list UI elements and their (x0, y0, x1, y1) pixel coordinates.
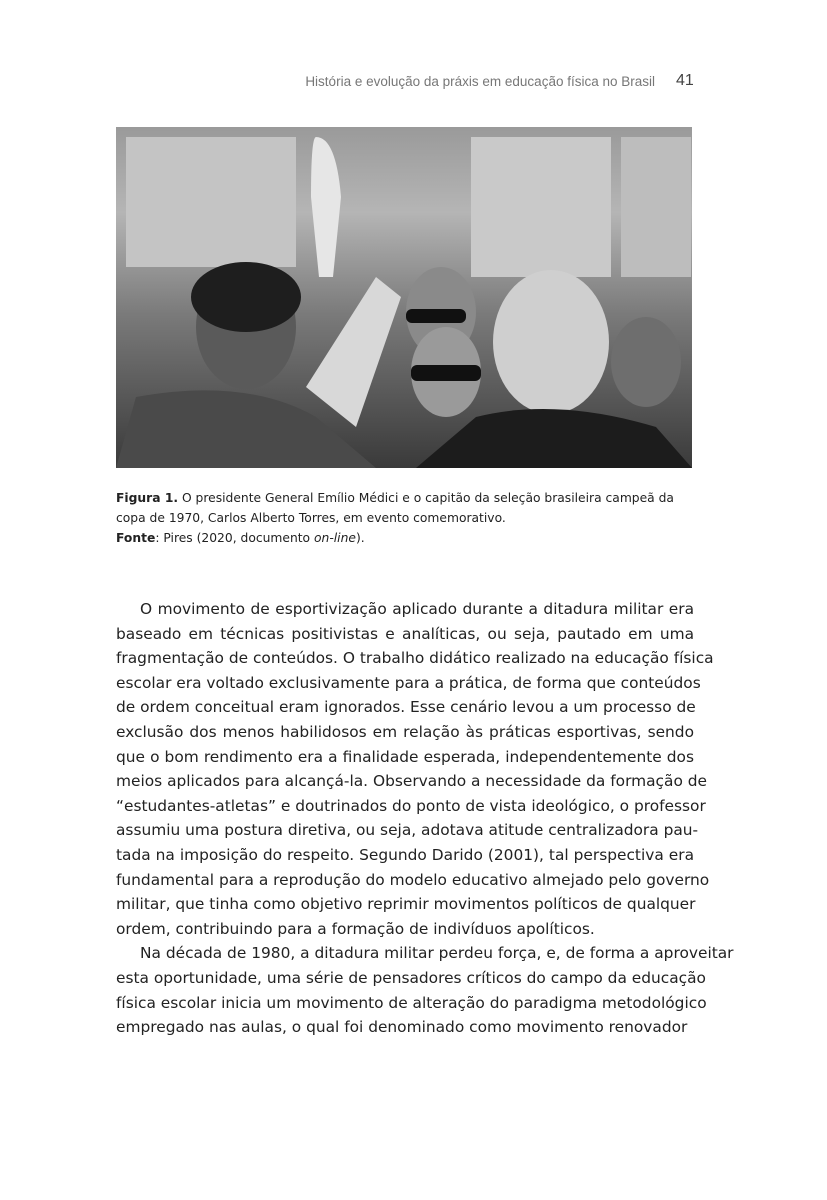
page-number: 41 (676, 72, 694, 89)
paragraph-line: militar, que tinha como objetivo reprimir movimentos políticos de qualquer (116, 895, 696, 914)
figure-caption (116, 488, 696, 548)
paragraph-line: assumiu uma postura diretiva, ou seja, adotava atitude centralizadora pau- (116, 821, 699, 840)
paragraph-line: “estudantes-atletas” e doutrinados do ponto de vista ideológico, o professor (116, 796, 706, 815)
figure-photo (116, 127, 692, 468)
paragraph-line: fragmentação de conteúdos. O trabalho didático realizado na educação física (116, 649, 714, 668)
paragraph-line: fundamental para a reprodução do modelo educativo almejado pelo governo (116, 870, 710, 889)
paragraph-line: física escolar inicia um movimento de alteração do paradigma metodológico (116, 993, 707, 1012)
paragraph-line: tada na imposição do respeito. Segundo Darido (2001), tal perspectiva era (116, 845, 694, 864)
body-text (116, 597, 734, 1040)
paragraph-line: esta oportunidade, uma série de pensadores críticos do campo da educação (116, 968, 706, 987)
paragraph-line: ordem, contribuindo para a formação de indivíduos apolíticos. (116, 919, 595, 938)
paragraph-line: empregado nas aulas, o qual foi denominado como movimento renovador (116, 1018, 688, 1037)
source-label: Fonte (116, 531, 156, 545)
paragraph-line: escolar era voltado exclusivamente para a prática, de forma que conteúdos (116, 673, 701, 692)
paragraph-line: Na década de 1980, a ditadura militar perdeu força, e, de forma a aproveitar (140, 944, 734, 963)
paragraph-line: que o bom rendimento era a finalidade esperada, independentemente dos (116, 747, 694, 766)
source-italic: on-line (314, 531, 356, 545)
paragraph-line: O movimento de esportivização aplicado durante a ditadura militar era (140, 600, 694, 618)
source-end: ). (355, 531, 365, 545)
figure-caption-text: O presidente General Emílio Médici e o capitão da seleção brasileira campeã da copa de 1970, Carlos Alberto Torres, em evento comemorativo. (116, 491, 674, 525)
source-text: : Pires (2020, documento (155, 531, 314, 545)
running-head: História e evolução da práxis em educação física no Brasil (305, 74, 655, 89)
paragraph-line: de ordem conceitual eram ignorados. Esse cenário levou a um processo de (116, 698, 696, 717)
paragraph-line: meios aplicados para alcançá-la. Observando a necessidade da formação de (116, 772, 707, 791)
paragraph-line: baseado em técnicas positivistas e analíticas, ou seja, pautado em uma (116, 624, 694, 643)
figure-label: Figura 1. (116, 491, 179, 505)
paragraph-line: exclusão dos menos habilidosos em relação às práticas esportivas, sendo (116, 722, 694, 741)
